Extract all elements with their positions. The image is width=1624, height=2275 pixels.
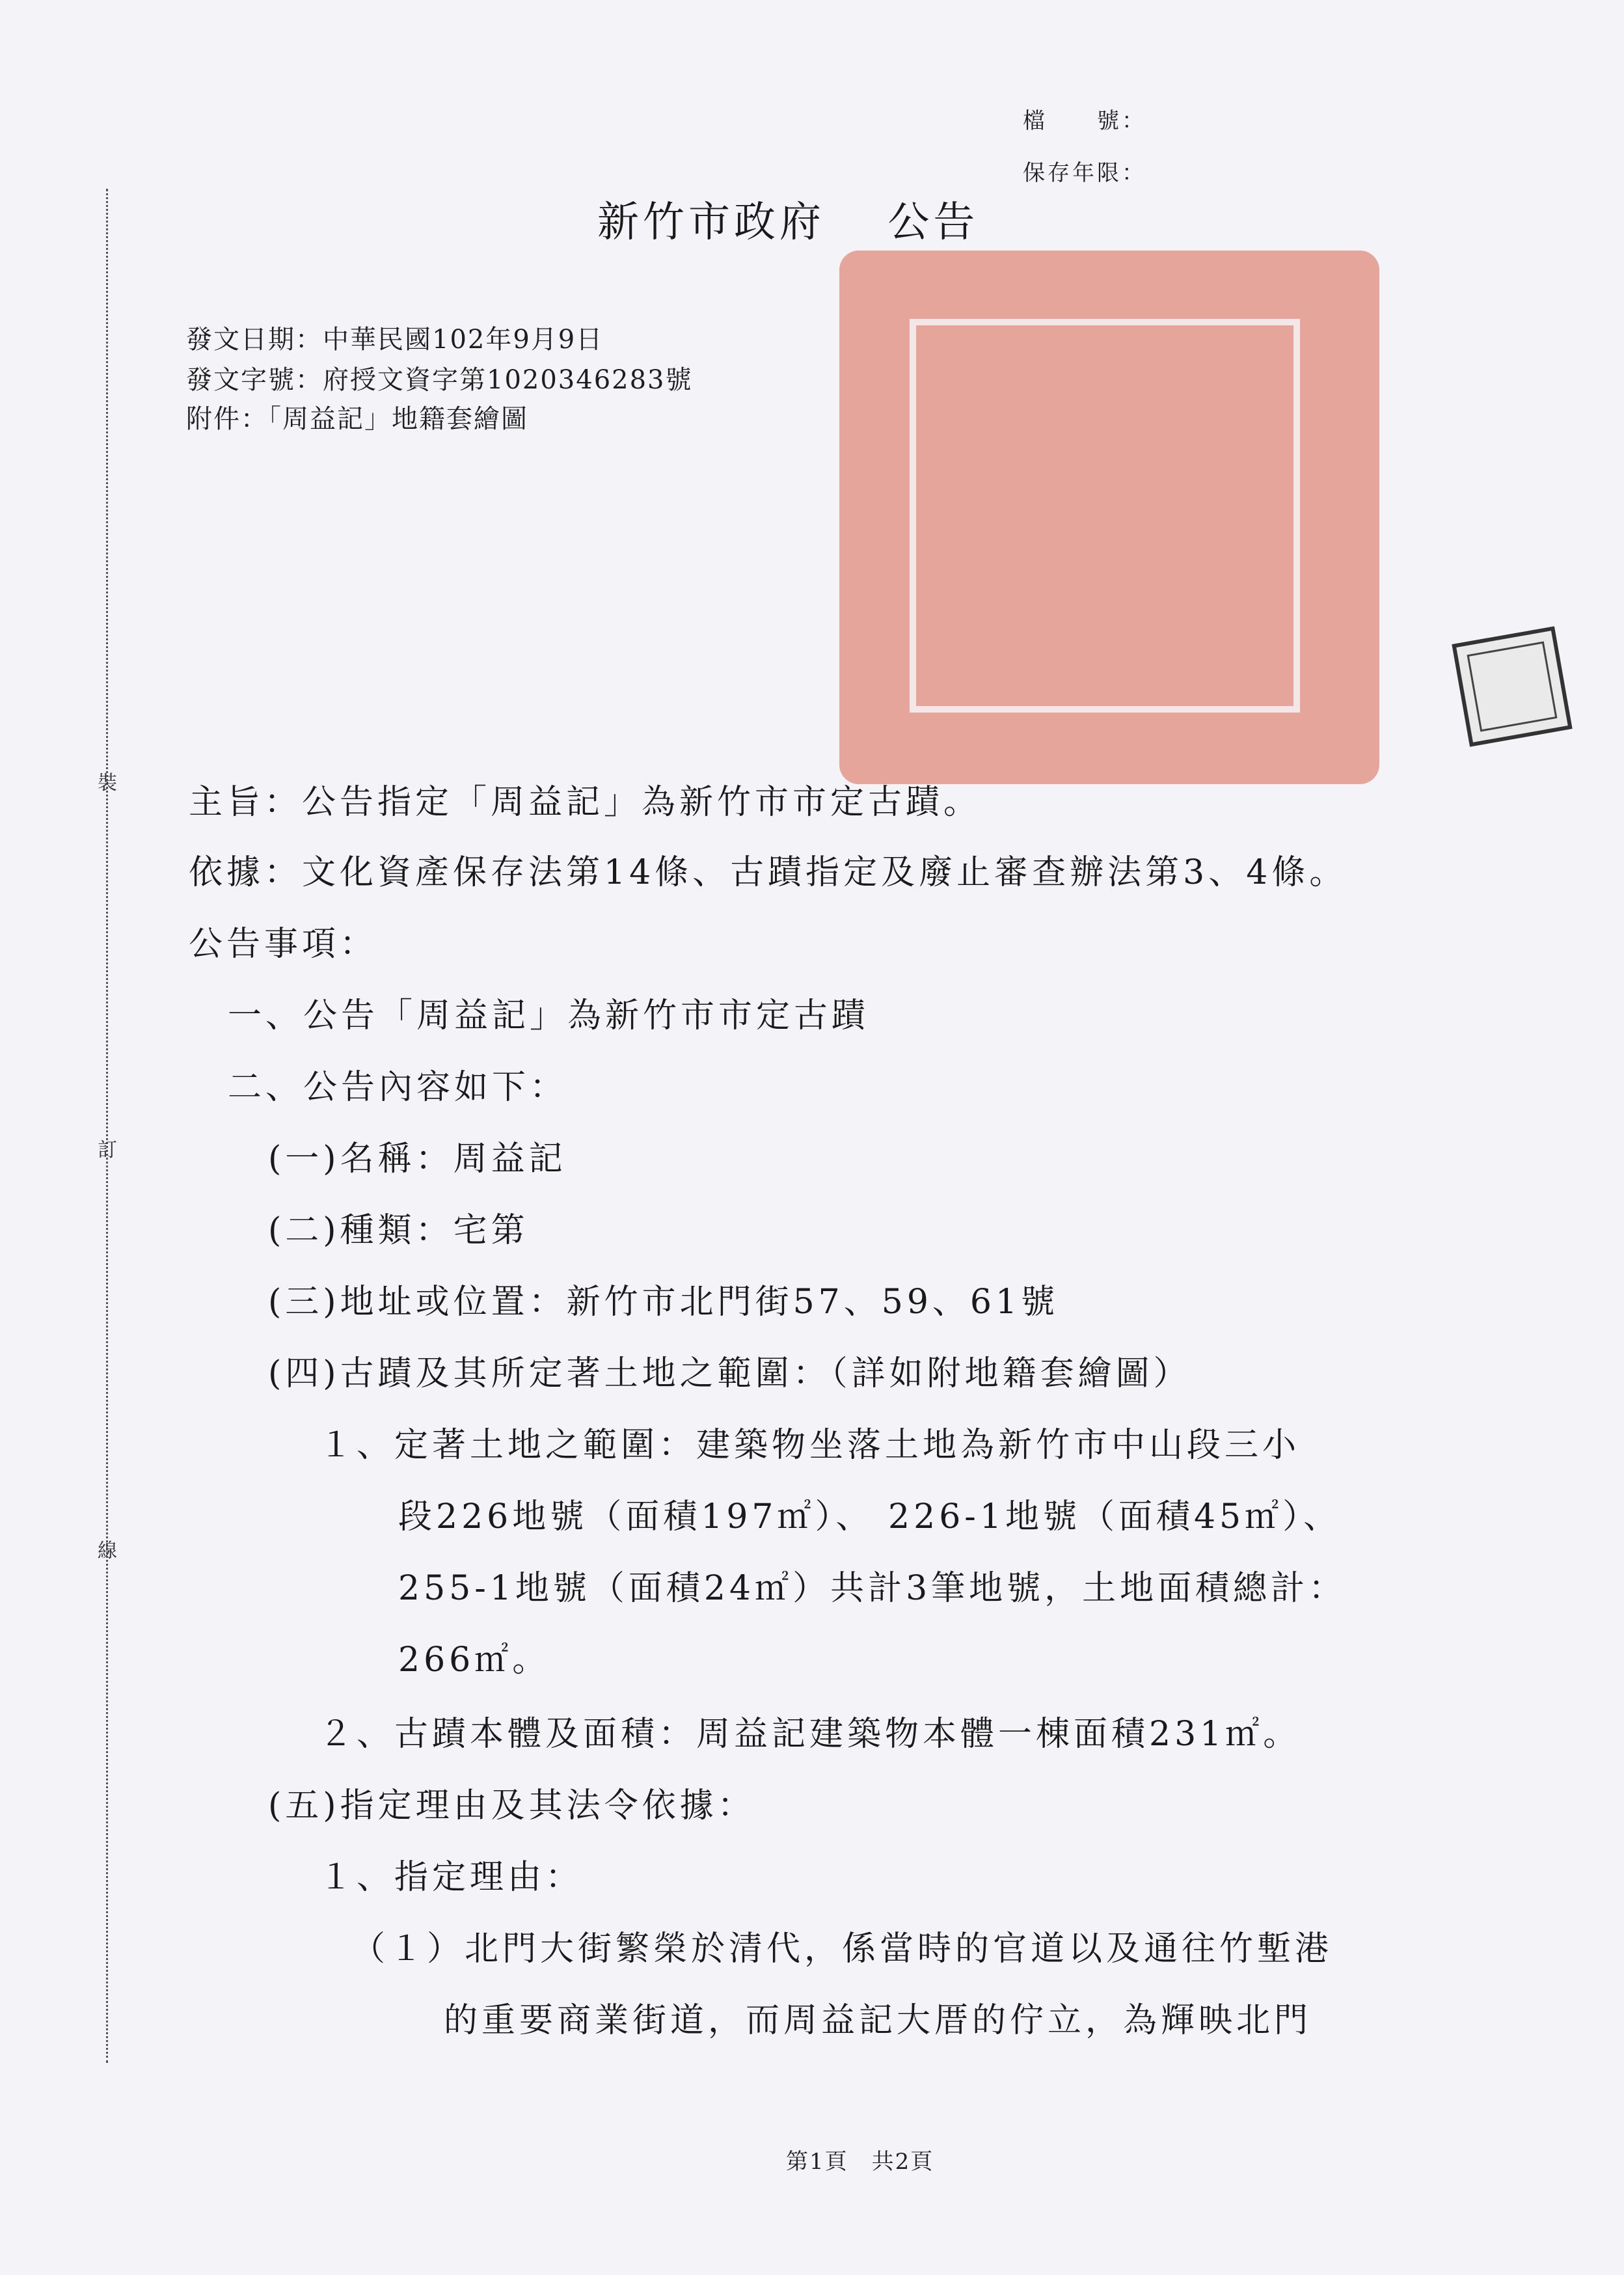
document-number: 發文字號：府授文資字第1020346283號 (186, 365, 693, 395)
sub-item-scope: (四)古蹟及其所定著土地之範圍：（詳如附地籍套繪圖） (268, 1354, 1191, 1393)
margin-mark-xian: 線 (98, 1540, 117, 1562)
file-number-label: 檔 號： (1023, 108, 1146, 134)
margin-mark-zhuang: 裝 (98, 772, 117, 795)
binding-line (106, 189, 108, 2063)
reasons-heading: １、指定理由： (319, 1858, 584, 1897)
basis-line: 依據：文化資產保存法第14條、古蹟指定及廢止審查辦法第3、4條。 (189, 853, 1347, 892)
sub-item-reasons: (五)指定理由及其法令依據： (268, 1786, 755, 1825)
document-title: 新竹市政府 公告 (597, 198, 979, 247)
sub-item-type: (二)種類：宅第 (268, 1211, 529, 1250)
scope-land-line-4: 266㎡。 (398, 1641, 550, 1680)
sub-item-address: (三)地址或位置：新竹市北門街57、59、61號 (268, 1283, 1059, 1322)
scope-building-area: ２、古蹟本體及面積：周益記建築物本體一棟面積231㎡。 (319, 1715, 1301, 1754)
item-2: 二、公告內容如下： (228, 1068, 568, 1107)
scope-land-line-1: １、定著土地之範圍：建築物坐落土地為新竹市中山段三小 (319, 1426, 1301, 1465)
attachment: 附件：「周益記」地籍套繪圖 (186, 404, 528, 434)
page-number: 第1頁 共2頁 (786, 2149, 934, 2175)
margin-mark-ding: 訂 (98, 1139, 117, 1162)
sub-item-name: (一)名稱：周益記 (268, 1139, 567, 1178)
official-seal-inner-frame (910, 319, 1300, 713)
reason-1-line-2: 的重要商業街道，而周益記大厝的佇立，為輝映北門 (444, 2001, 1312, 2040)
retention-period-label: 保存年限： (1023, 160, 1146, 186)
small-stamp (1452, 626, 1572, 746)
subject-line: 主旨：公告指定「周益記」為新竹市市定古蹟。 (189, 783, 982, 822)
items-heading: 公告事項： (189, 925, 378, 964)
scope-land-line-2: 段226地號（面積197㎡）、 226-1地號（面積45㎡）、 (398, 1497, 1342, 1536)
issue-date: 發文日期：中華民國102年9月9日 (186, 325, 604, 355)
reason-1-line-1: （１）北門大街繁榮於清代，係當時的官道以及通往竹塹港 (351, 1929, 1333, 1968)
item-1: 一、公告「周益記」為新竹市市定古蹟 (228, 996, 870, 1035)
scope-land-line-3: 255-1地號（面積24㎡）共計3筆地號，土地面積總計： (398, 1569, 1347, 1608)
